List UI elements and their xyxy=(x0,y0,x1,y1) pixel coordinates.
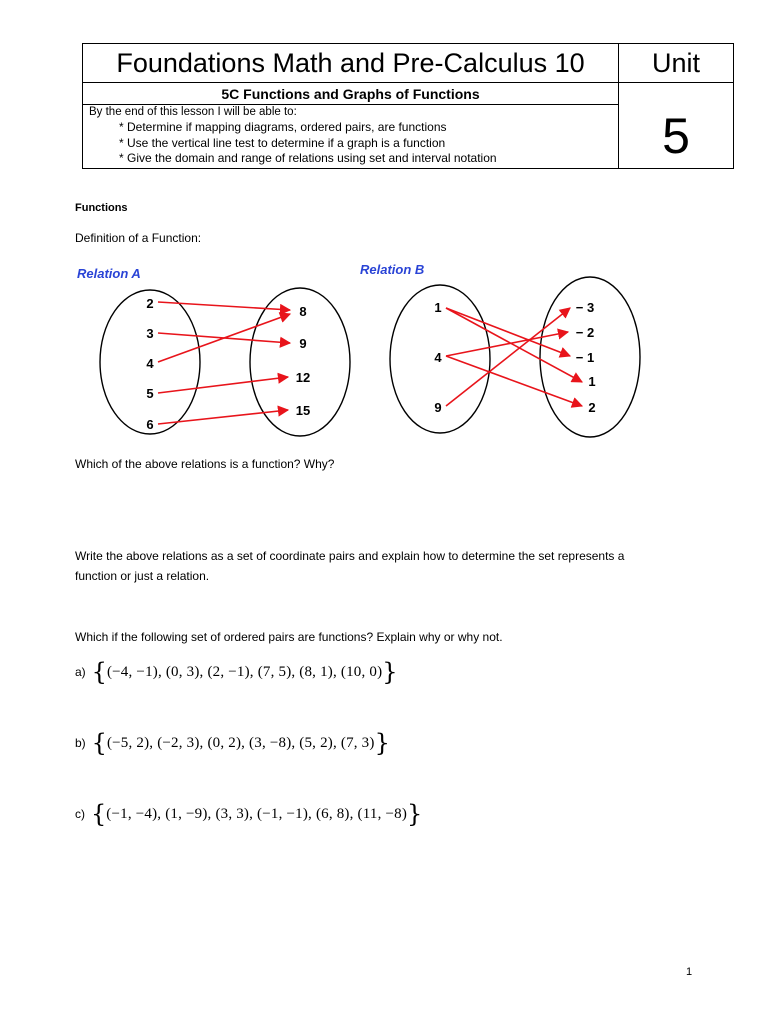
relation-a-arrow xyxy=(158,410,288,424)
relation-a-domain-value: 2 xyxy=(146,296,154,311)
question-ordered-pairs: Which if the following set of ordered pairs are functions? Explain why or why not. xyxy=(75,630,503,644)
relation-a-title: Relation A xyxy=(77,266,141,281)
set-b xyxy=(75,731,390,755)
objective-item: * Give the domain and range of relations using set and interval notation xyxy=(119,151,497,165)
set-c-open-brace: { xyxy=(91,800,107,828)
relation-a-range-value: 15 xyxy=(295,403,311,418)
section-heading: Functions xyxy=(75,202,128,214)
set-b-open-brace: { xyxy=(91,729,107,757)
relation-b-arrow xyxy=(446,332,568,356)
relation-a-domain-value: 6 xyxy=(146,417,154,432)
set-c-close-brace: } xyxy=(407,800,423,828)
set-a-close-brace: } xyxy=(382,658,398,686)
relation-b-range-value: − 2 xyxy=(575,325,595,340)
relation-b-domain-value: 1 xyxy=(434,300,442,315)
relation-a-domain-value: 4 xyxy=(146,356,154,371)
set-c-label: c) xyxy=(75,807,85,821)
question-coordinate-pairs-line2: function or just a relation. xyxy=(75,569,210,583)
relation-b-domain-value: 4 xyxy=(434,350,442,365)
relation-a-range-value: 9 xyxy=(299,336,307,351)
objectives-intro: By the end of this lesson I will be able to: xyxy=(89,106,297,118)
set-c-pairs: (−1, −4), (1, −9), (3, 3), (−1, −1), (6, 8), (11, −8) xyxy=(106,805,408,822)
set-c xyxy=(75,802,422,826)
definition-prompt: Definition of a Function: xyxy=(75,231,202,245)
relation-b-arrow xyxy=(446,356,582,406)
set-b-pairs: (−5, 2), (−2, 3), (0, 2), (3, −8), (5, 2), (7, 3) xyxy=(106,734,375,751)
relation-a-range-value: 12 xyxy=(295,370,311,385)
unit-number: 5 xyxy=(662,108,690,164)
relation-b-arrow xyxy=(446,308,570,356)
relation-b-range-value: 1 xyxy=(588,374,596,389)
lesson-title: 5C Functions and Graphs of Functions xyxy=(83,83,618,105)
set-a xyxy=(75,660,398,684)
relation-b-arrow xyxy=(446,308,582,382)
set-a-open-brace: { xyxy=(91,658,107,686)
set-b-close-brace: } xyxy=(374,729,390,757)
relation-b-range-value: − 3 xyxy=(575,300,595,315)
relation-a-arrow xyxy=(158,314,290,362)
relation-b-range-value: 2 xyxy=(588,400,596,415)
unit-label: Unit xyxy=(619,44,733,83)
mapping-diagrams xyxy=(0,0,768,450)
relation-b-title: Relation B xyxy=(360,262,425,277)
relation-a-arrow xyxy=(158,377,288,393)
relation-a-domain-value: 5 xyxy=(146,386,154,401)
course-title: Foundations Math and Pre-Calculus 10 xyxy=(83,44,618,83)
question-coordinate-pairs-line1: Write the above relations as a set of coordinate pairs and explain how to determine the set represents a xyxy=(75,549,625,563)
question-function-why: Which of the above relations is a function? Why? xyxy=(75,457,335,471)
relation-b-domain-value: 9 xyxy=(434,400,442,415)
objective-item: * Determine if mapping diagrams, ordered pairs, are functions xyxy=(119,120,447,134)
page-number: 1 xyxy=(686,966,693,978)
relation-a-domain-value: 3 xyxy=(146,326,154,341)
set-b-label: b) xyxy=(75,736,86,750)
relation-a-range-value: 8 xyxy=(299,304,307,319)
objective-item: * Use the vertical line test to determine if a graph is a function xyxy=(119,135,446,150)
relation-b-range-value: − 1 xyxy=(575,350,595,365)
set-a-label: a) xyxy=(75,665,86,679)
relation-b-arrow xyxy=(446,308,570,406)
set-a-pairs: (−4, −1), (0, 3), (2, −1), (7, 5), (8, 1), (10, 0) xyxy=(106,663,383,680)
